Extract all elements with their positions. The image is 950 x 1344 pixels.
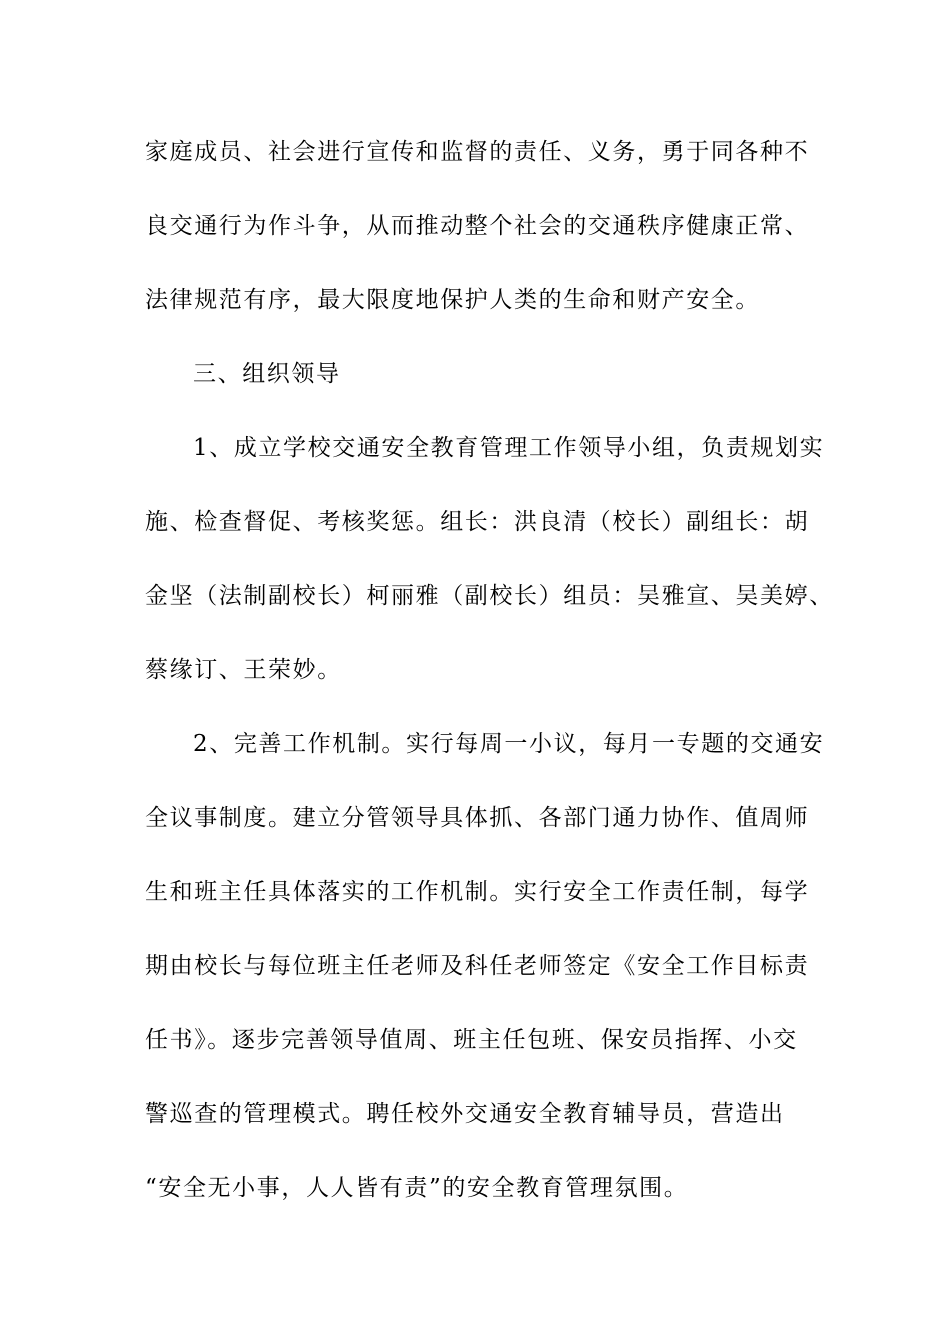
paragraph-line: 全议事制度。建立分管领导具体抓、各部门通力协作、值周师	[145, 805, 810, 831]
paragraph-line: “安全无小事，人人皆有责”的安全教育管理氛围。	[145, 1175, 689, 1201]
paragraph-line: 警巡查的管理模式。聘任校外交通安全教育辅导员，营造出	[145, 1101, 785, 1127]
paragraph-line: 1、成立学校交通安全教育管理工作领导小组，负责规划实	[193, 435, 825, 461]
paragraph-line: 金坚（法制副校长）柯丽雅（副校长）组员：吴雅宣、吴美婷、	[145, 583, 834, 609]
paragraph-line: 2、完善工作机制。实行每周一小议，每月一专题的交通安	[193, 731, 825, 757]
paragraph-line: 良交通行为作斗争，从而推动整个社会的交通秩序健康正常、	[145, 213, 810, 239]
paragraph-line: 生和班主任具体落实的工作机制。实行安全工作责任制，每学	[145, 879, 810, 905]
section-heading: 三、组织领导	[193, 361, 341, 387]
paragraph-line: 施、检查督促、考核奖惩。组长：洪良清（校长）副组长：胡	[145, 509, 810, 535]
paragraph-line: 期由校长与每位班主任老师及科任老师签定《安全工作目标责	[145, 953, 810, 979]
paragraph-line: 任书》。逐步完善领导值周、班主任包班、保安员指挥、小交	[145, 1027, 798, 1053]
paragraph-line: 蔡缘订、王荣妙。	[145, 657, 342, 683]
paragraph-line: 法律规范有序，最大限度地保护人类的生命和财产安全。	[145, 287, 760, 313]
paragraph-line: 家庭成员、社会进行宣传和监督的责任、义务，勇于同各种不	[145, 139, 810, 165]
